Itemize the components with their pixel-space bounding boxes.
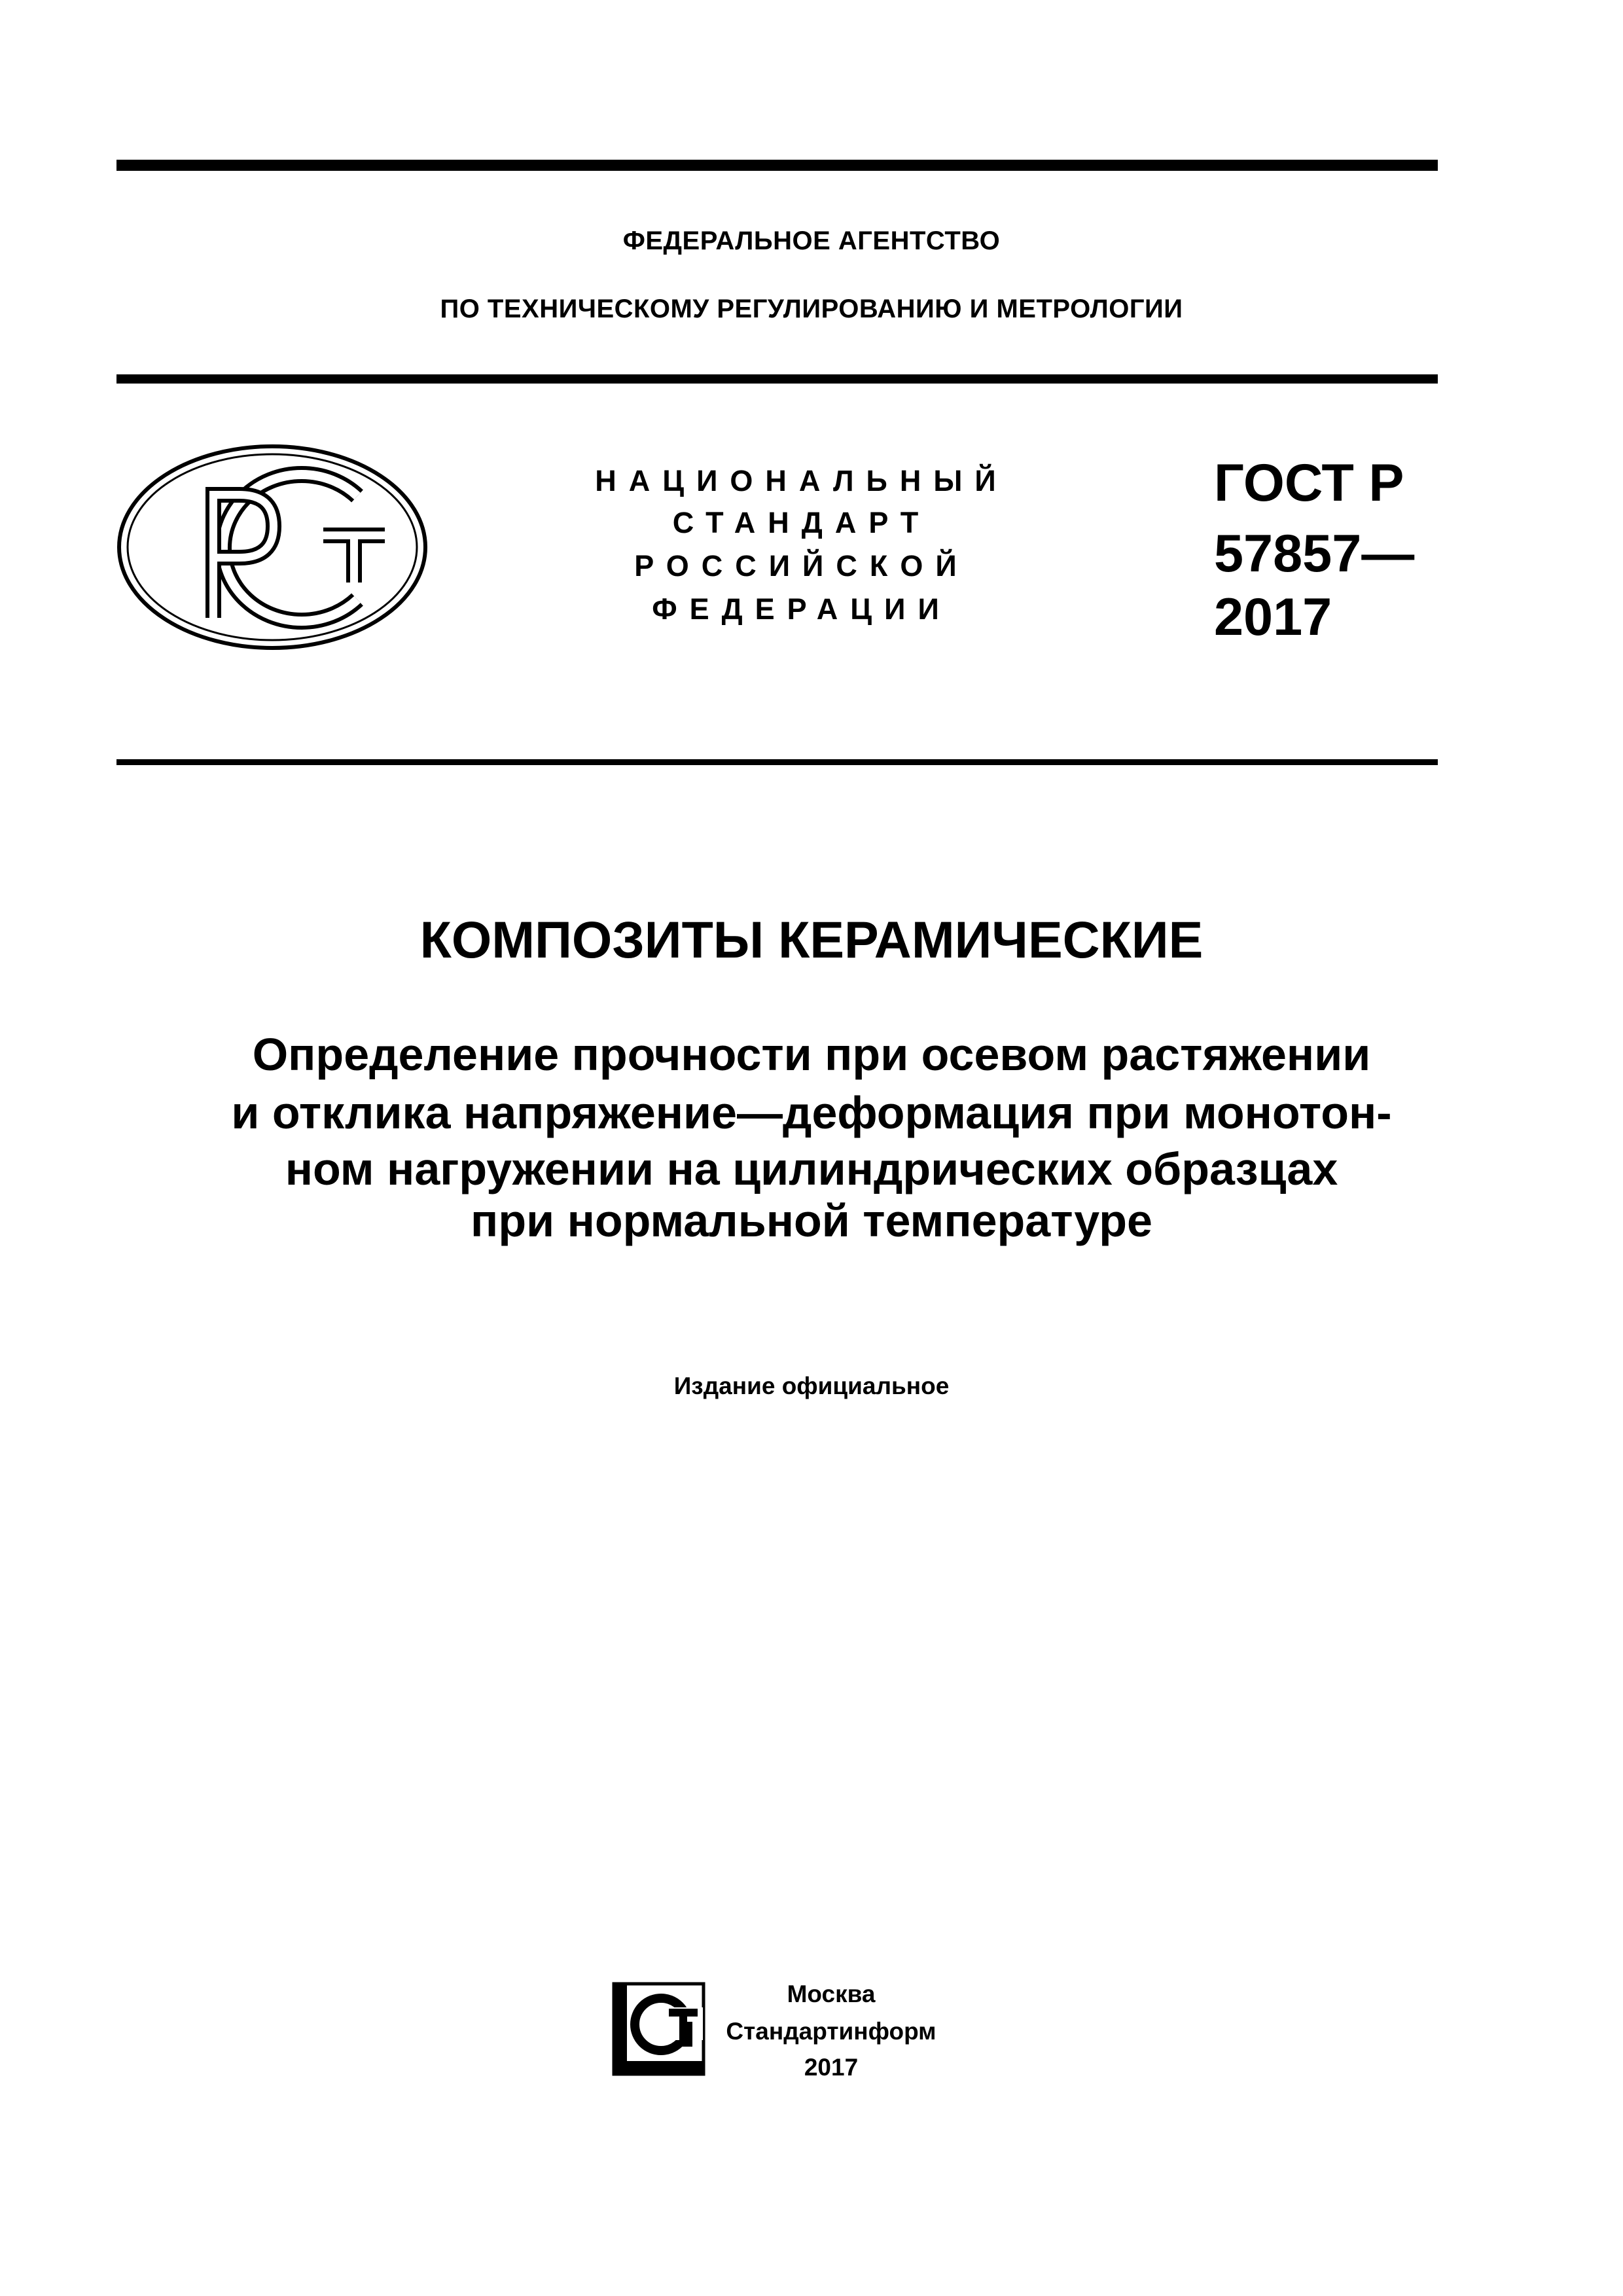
rst-certification-mark-icon — [115, 442, 429, 652]
standartinform-logo-icon — [611, 1981, 706, 2077]
document-title: КОМПОЗИТЫ КЕРАМИЧЕСКИЕ — [419, 910, 1204, 969]
publication-year: 2017 — [804, 2054, 859, 2081]
national-standard-line-3: РОССИЙСКОЙ — [634, 549, 969, 583]
top-rule — [116, 160, 1438, 171]
publisher-city: Москва — [787, 1981, 876, 2007]
header-rule — [116, 374, 1438, 384]
agency-name-line-1: ФЕДЕРАЛЬНОЕ АГЕНТСТВО — [622, 226, 1001, 255]
title-rule — [116, 759, 1438, 765]
document-subtitle-line-1: Определение прочности при осевом растяжении — [252, 1029, 1371, 1080]
publisher-name: Стандартинформ — [726, 2018, 936, 2045]
national-standard-line-2: СТАНДАРТ — [672, 506, 931, 539]
document-subtitle-line-3: ном нагружении на цилиндрических образцах — [285, 1143, 1338, 1194]
national-standard-line-4: ФЕДЕРАЦИИ — [652, 592, 952, 626]
standard-designation-line-2: 57857— — [1214, 524, 1415, 583]
standard-designation-line-3: 2017 — [1214, 588, 1332, 647]
document-subtitle-line-4: при нормальной температуре — [471, 1195, 1152, 1246]
standard-designation-line-1: ГОСТ Р — [1214, 454, 1404, 512]
document-subtitle-line-2: и отклика напряжение—деформация при монотон- — [231, 1087, 1392, 1138]
national-standard-line-1: НАЦИОНАЛЬНЫЙ — [595, 464, 1008, 497]
edition-note: Издание официальное — [673, 1372, 950, 1399]
agency-name-line-2: ПО ТЕХНИЧЕСКОМУ РЕГУЛИРОВАНИЮ И МЕТРОЛОГИИ — [440, 295, 1183, 323]
